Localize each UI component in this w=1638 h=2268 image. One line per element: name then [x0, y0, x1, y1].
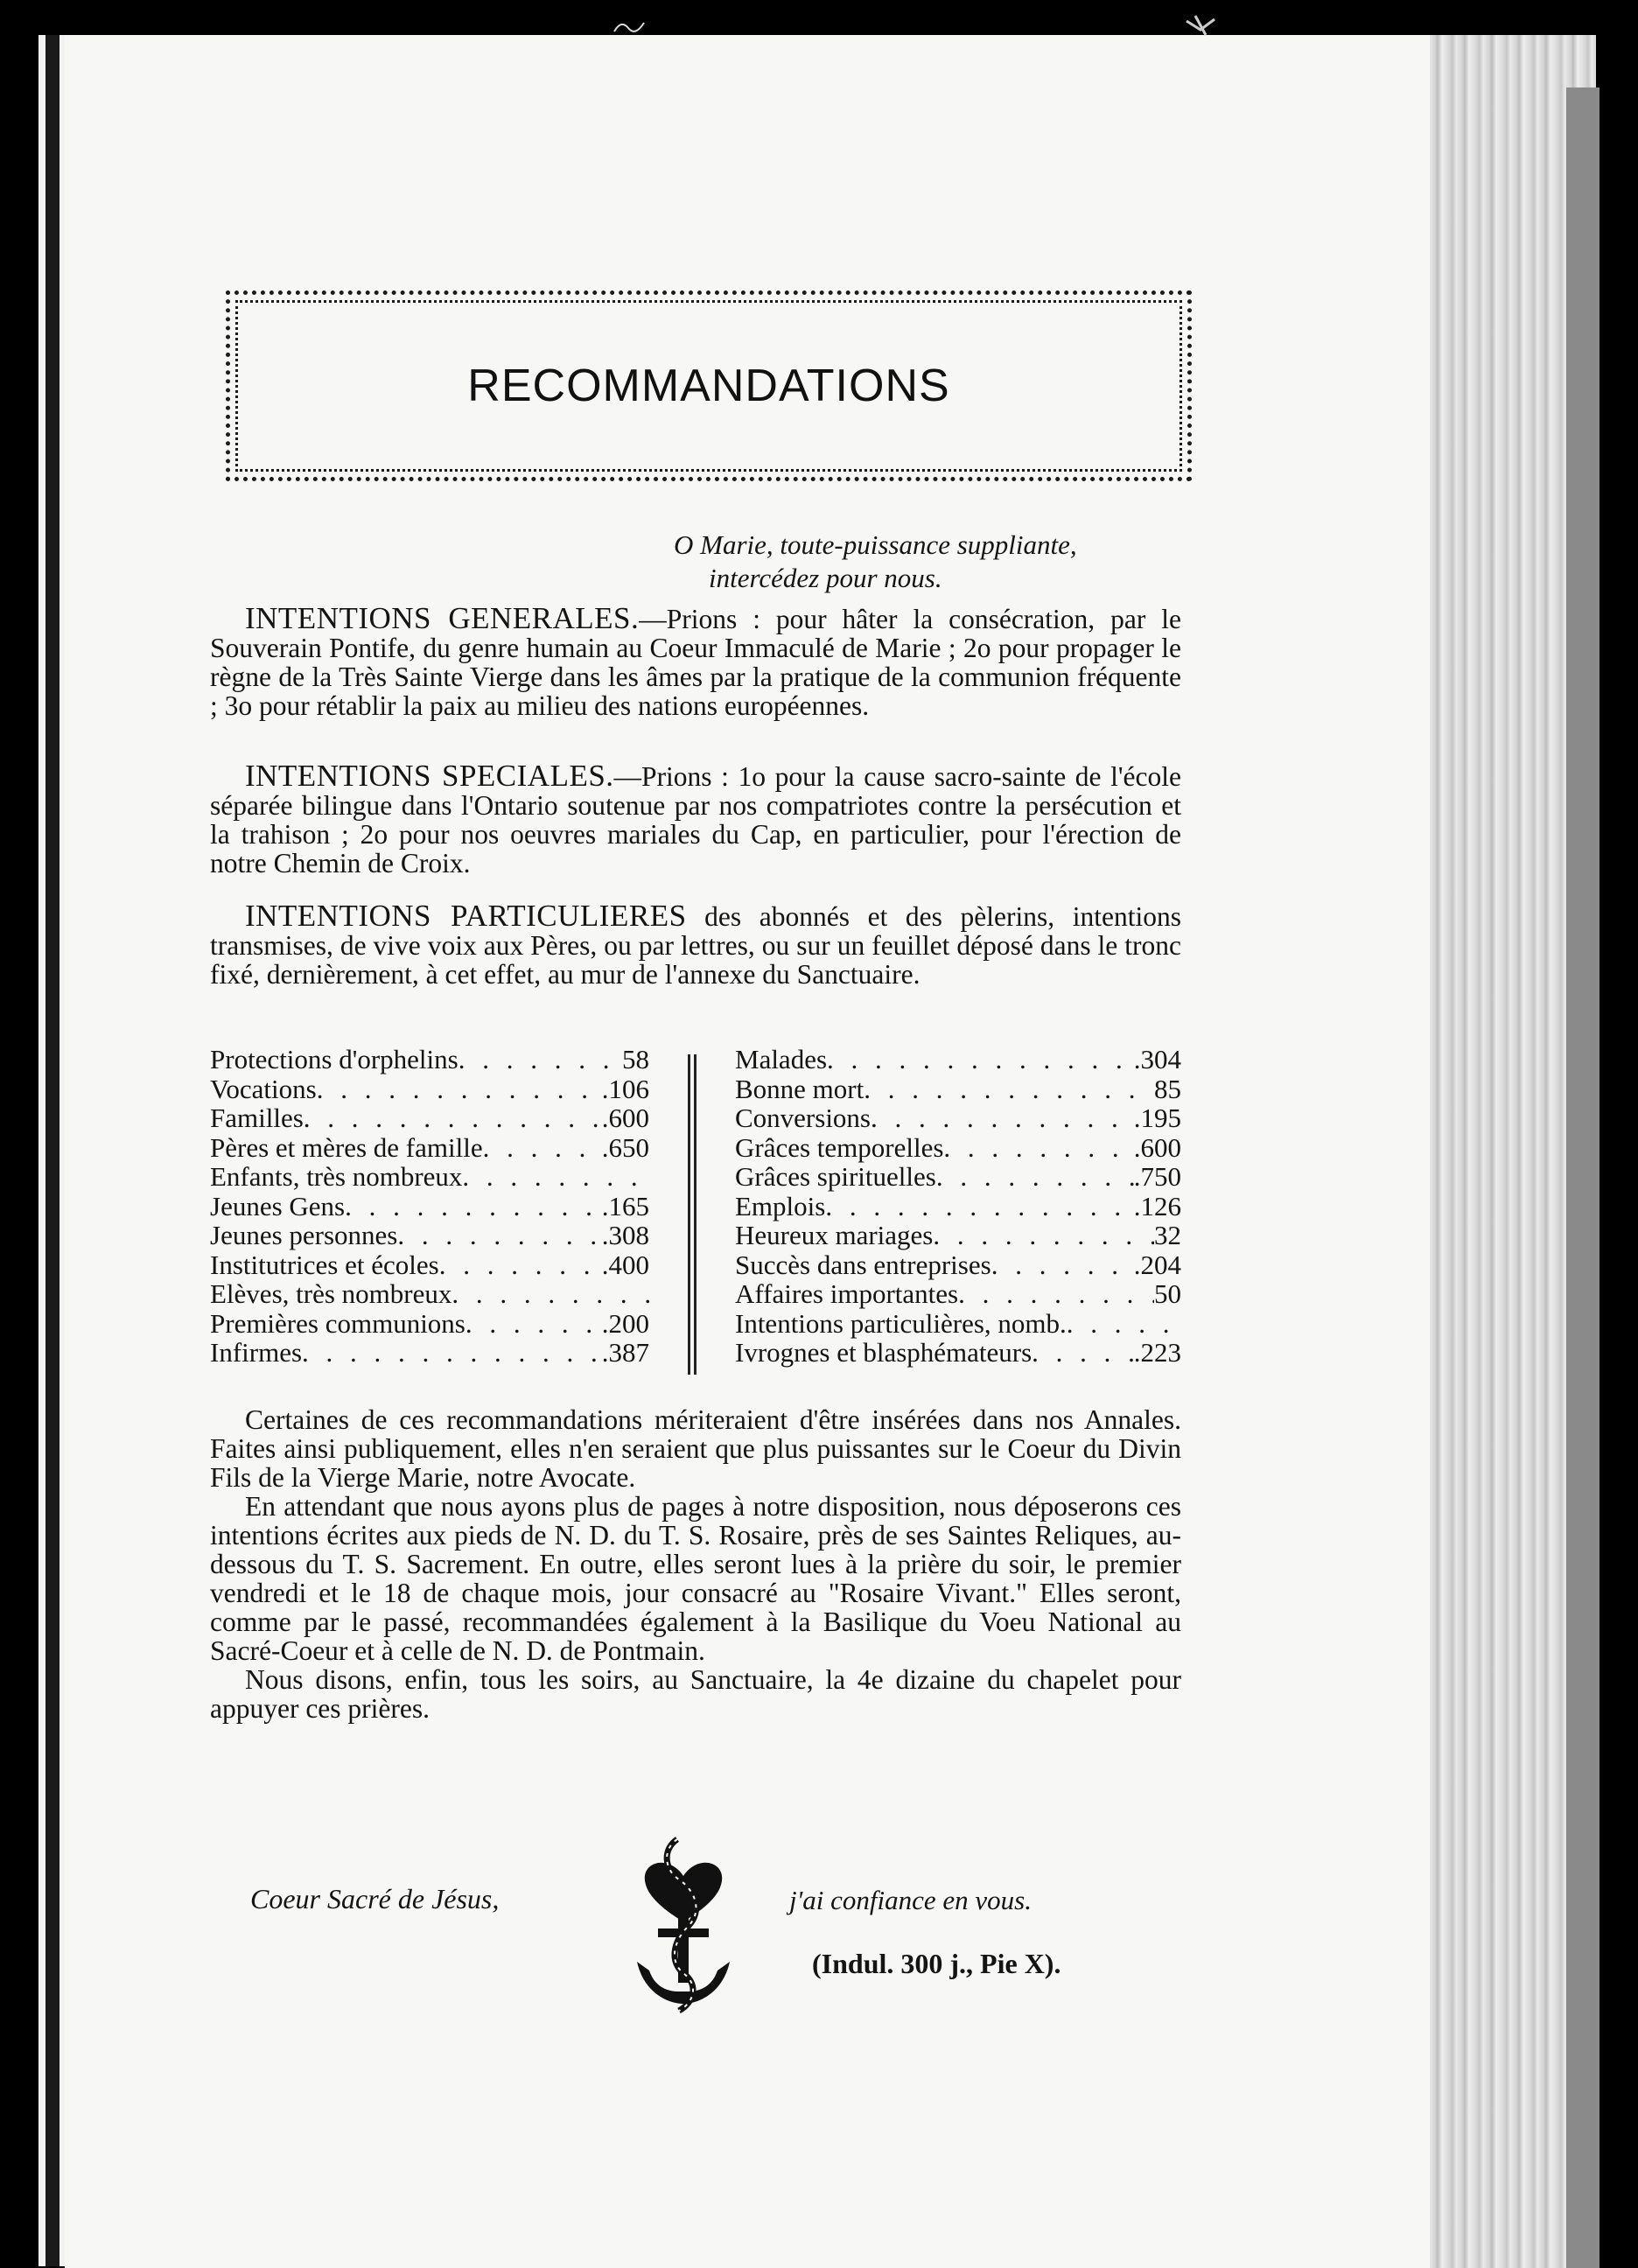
prayer-right: j'ai confiance en vous.	[789, 1885, 1032, 1915]
invocation-line: O Marie, toute-puissance suppliante,	[674, 529, 1077, 560]
indulgence-note: (Indul. 300 j., Pie X).	[812, 1948, 1061, 1979]
paragraph-intentions-particulieres	[210, 901, 1181, 989]
invocation	[674, 528, 1208, 595]
list-item: Familles . . . .600	[210, 1103, 649, 1133]
list-item: Intentions particulières, nomb. . . .	[735, 1309, 1181, 1339]
list-item: Elèves, très nombreux . . .	[210, 1279, 649, 1309]
list-item: Protections d'orphelins . . . 58	[210, 1045, 649, 1074]
list-item: Affaires importantes . . . 50	[735, 1279, 1181, 1309]
paragraph-lead: INTENTIONS GENERALES.	[245, 601, 640, 635]
list-item: Enfants, très nombreux . . .	[210, 1162, 649, 1192]
title-frame	[226, 290, 1192, 481]
list-item: Grâces spirituelles . . . .750	[735, 1162, 1181, 1192]
paragraph-lead: INTENTIONS SPECIALES.	[245, 759, 614, 793]
paragraph-lead: INTENTIONS PARTICULIERES	[245, 899, 687, 933]
paragraph-text: —Prions : 1o pour la cause sacro-sainte de l'école séparée bilingue dans l'Ontario soutenue par nos compatriotes contre la persécution et la trahison ; 2o pour nos oeuvres mariales du Cap, en particulier, pour l'érection de notre Chemin de Croix.	[210, 761, 1181, 878]
closing-paragraph: Certaines de ces recommandations mériteraient d'être insérées dans nos Annales. Faites ainsi publiquement, elles n'en seraient que plus puissantes sur le Coeur du Divin Fils de la Vierge Marie, notre Avocate.	[210, 1404, 1181, 1493]
list-item: Institutrices et écoles . . . .400	[210, 1250, 649, 1280]
book-binding	[46, 35, 60, 2266]
list-item: Grâces temporelles . . . .600	[735, 1133, 1181, 1163]
list-item: Conversions . . . .195	[735, 1103, 1181, 1133]
list-item: Infirmes . . . .387	[210, 1338, 649, 1368]
list-item: Pères et mères de famille . . . .650	[210, 1133, 649, 1163]
list-item: Emplois . . . .126	[735, 1192, 1181, 1222]
page-title: RECOMMANDATIONS	[467, 360, 950, 411]
list-item: Ivrognes et blasphémateurs . . . .223	[735, 1338, 1181, 1368]
closing-paragraphs	[210, 1405, 1181, 1723]
closing-paragraph: En attendant que nous ayons plus de pages à notre disposition, nous déposerons ces intentions écrites aux pieds de N. D. du T. S. Rosaire, près de ses Saintes Reliques, au-dessous du T. S. Sacrement. En outre, elles seront lues à la prière du soir, le premier vendredi et le 18 de chaque mois, jour consacré au "Rosaire Vivant." Elles seront, comme par le passé, recommandées également à la Basilique du Voeu National au Sacré-Coeur et à celle de N. D. de Pontmain.	[210, 1491, 1181, 1666]
paragraph-text: —Prions : pour hâter la consécration, par le Souverain Pontife, du genre humain au Coeur Immaculé de Marie ; 2o pour propager le règne de la Très Sainte Vierge dans les âmes par la pratique de la communion fréquente ; 3o pour rétablir la paix au milieu des nations européennes.	[210, 604, 1181, 721]
list-item: Succès dans entreprises . . . .204	[735, 1250, 1181, 1280]
scan-mark	[612, 18, 648, 35]
anchor-heart-icon	[626, 1830, 740, 2014]
column-divider	[688, 1054, 696, 1375]
paragraph-intentions-generales	[210, 601, 1181, 721]
list-item: Heureux mariages . . . 32	[735, 1221, 1181, 1250]
closing-paragraph: Nous disons, enfin, tous les soirs, au Sanctuaire, la 4e dizaine du chapelet pour appuyer ces prières.	[210, 1664, 1181, 1724]
list-item: Bonne mort . . . 85	[735, 1074, 1181, 1104]
list-item: Jeunes personnes . . . .308	[210, 1221, 649, 1250]
scan-mark	[1183, 12, 1218, 38]
invocation-line: intercédez pour nous.	[709, 563, 942, 593]
paragraph-intentions-speciales	[210, 761, 1181, 878]
list-item: Vocations . . . .106	[210, 1074, 649, 1104]
paragraph-text: des abonnés et des pèlerins, intentions transmises, de vive voix aux Pères, ou par lettres, ou sur un feuillet déposé dans le tronc fixé, dernièrement, à cet effet, au mur de l'annexe du Sanctuaire.	[210, 901, 1181, 990]
list-item: Premières communions . . . .200	[210, 1309, 649, 1339]
intentions-list-right	[735, 1045, 1181, 1368]
intentions-list-left	[210, 1045, 649, 1368]
page-stack-shadow	[1566, 88, 1600, 2268]
list-item: Malades . . . .304	[735, 1045, 1181, 1074]
scan-border-right	[1600, 0, 1638, 2268]
list-item: Jeunes Gens . . . .165	[210, 1192, 649, 1222]
scan-border-top	[0, 0, 1638, 35]
prayer-left: Coeur Sacré de Jésus,	[250, 1883, 500, 1914]
